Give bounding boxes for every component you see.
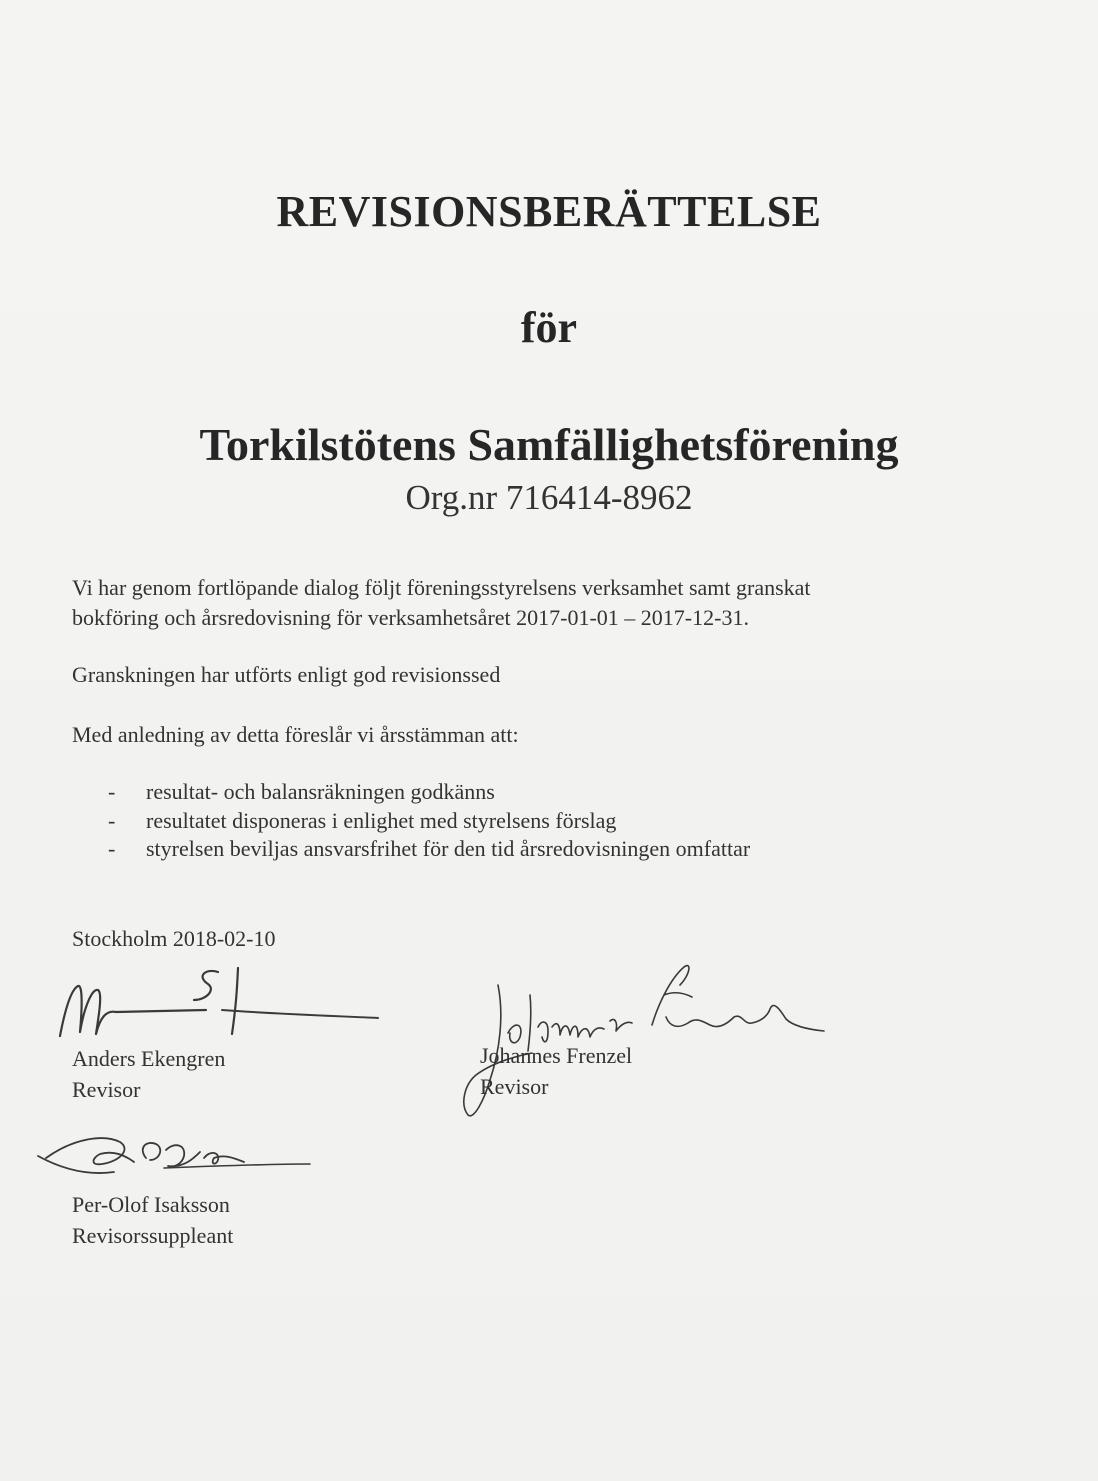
proposal-text: resultatet disponeras i enlighet med styrelsens förslag (146, 807, 617, 833)
signatory-per-olof-isaksson (72, 1189, 233, 1251)
list-marker: - (108, 836, 116, 861)
signatory-name: Per-Olof Isaksson (72, 1192, 230, 1217)
intro-line-2: bokföring och årsredovisning för verksamhetsåret 2017-01-01 – 2017-12-31. (72, 605, 749, 630)
signatory-name: Johannes Frenzel (480, 1043, 633, 1068)
signatory-name: Anders Ekengren (72, 1046, 226, 1071)
proposal-text: styrelsen beviljas ansvarsfrihet för den tid årsredovisningen omfattar (146, 836, 751, 861)
intro-line-1: Vi har genom fortlöpande dialog följt föreningsstyrelsens verksamhet samt granskat (72, 575, 811, 600)
list-marker: - (108, 807, 116, 833)
list-item (108, 778, 750, 807)
audit-standard-paragraph: Granskningen har utförts enligt god revisionssed (72, 662, 501, 687)
signature-per-olof-isaksson (34, 1128, 324, 1188)
proposal-list (108, 778, 750, 864)
signatory-role: Revisor (72, 1077, 141, 1102)
organization-name: Torkilstötens Samfällighetsförening (199, 419, 899, 470)
signatory-role: Revisor (480, 1074, 549, 1099)
list-marker: - (108, 779, 116, 804)
list-item (108, 835, 750, 864)
intro-paragraph (72, 573, 1032, 633)
proposal-text: resultat- och balansräkningen godkänns (146, 779, 495, 804)
title-for-word: för (520, 303, 578, 352)
signatory-role: Revisorssuppleant (72, 1223, 234, 1248)
signature-anders-ekengren (56, 960, 386, 1040)
place-and-date: Stockholm 2018-02-10 (72, 926, 276, 951)
organization-number: Org.nr 716414-8962 (405, 478, 693, 517)
signatory-johannes-frenzel (480, 1040, 632, 1102)
proposal-intro-paragraph: Med anledning av detta föreslår vi årsstämman att: (72, 722, 519, 747)
signatory-anders-ekengren (72, 1043, 225, 1105)
list-item (108, 807, 750, 836)
document-title: REVISIONSBERÄTTELSE (276, 187, 822, 236)
